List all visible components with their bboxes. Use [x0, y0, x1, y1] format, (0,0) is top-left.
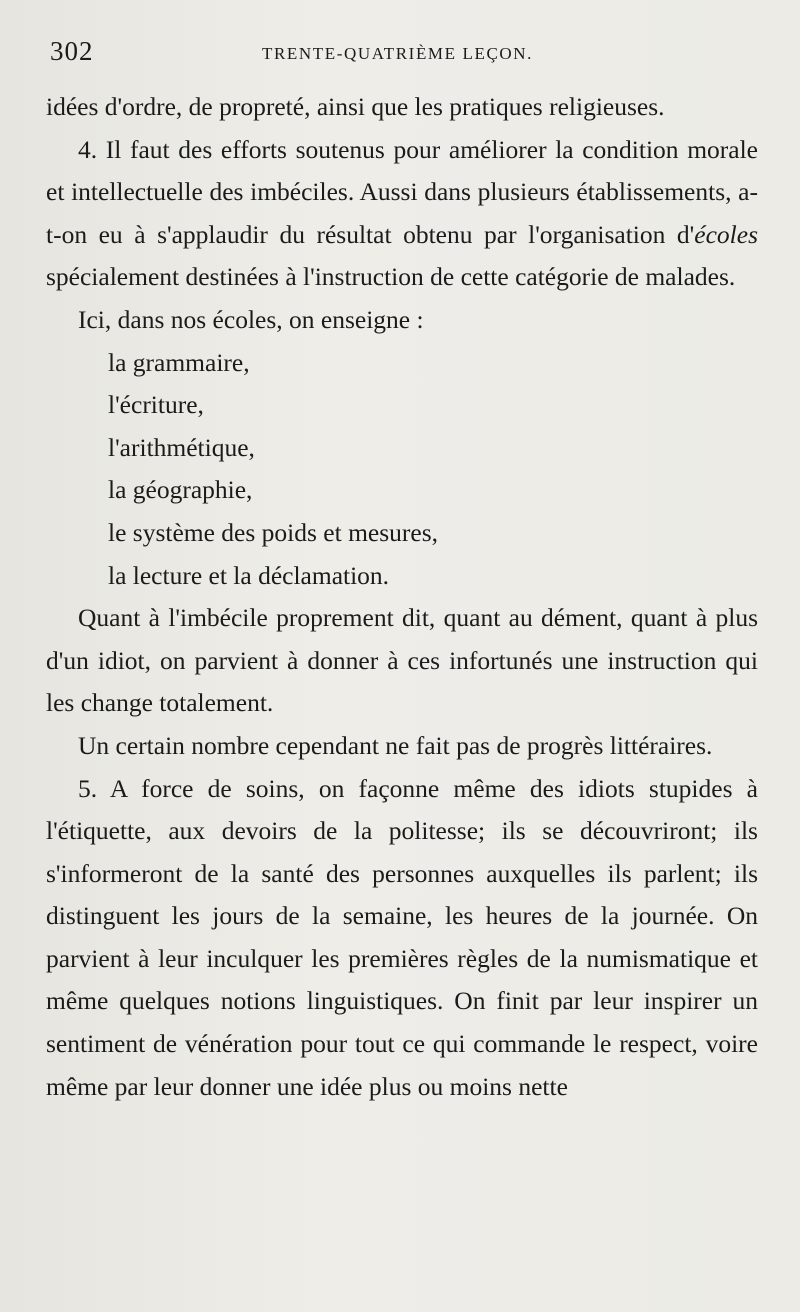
paragraph-imbecile: Quant à l'imbécile proprement dit, quant au dément, quant à plus d'un idiot, on parvient à donner à ces infortunés une instruction qui les change totalement.: [46, 603, 758, 718]
list-intro: Ici, dans nos écoles, on enseigne :: [78, 304, 424, 334]
list-item: la lecture et la déclamation.: [108, 560, 390, 590]
emphasis-ecoles: écoles: [694, 219, 758, 249]
subjects-list: [46, 342, 758, 598]
paragraph-continuation: idées d'ordre, de propreté, ainsi que les pratiques religieuses.: [46, 92, 665, 121]
page-body: [46, 86, 758, 1108]
list-item: la géographie,: [108, 475, 253, 505]
list-item: l'écriture,: [108, 390, 204, 420]
paragraph-4-text-end: spécialement destinées à l'instruction de cette catégorie de malades.: [46, 262, 736, 292]
list-item: la grammaire,: [108, 347, 250, 377]
running-title: TRENTE-QUATRIÈME LEÇON.: [262, 44, 533, 63]
paragraph-4-text: 4. Il faut des efforts soutenus pour améliorer la condition morale et intellectuelle des imbéciles. Aussi dans plusieurs établissements, a-t-on eu à s'applaudir du résultat obtenu par l'organisation d': [46, 134, 758, 249]
list-item: l'arithmétique,: [108, 432, 255, 462]
paragraph-4: [46, 129, 758, 299]
list-item: le système des poids et mesures,: [108, 517, 439, 547]
page-header: [50, 36, 748, 70]
page-number: 302: [50, 36, 94, 66]
paragraph-5: 5. A force de soins, on façonne même des idiots stupides à l'étiquette, aux devoirs de la politesse; ils se découvriront; ils s'informeront de la santé des personnes auxquelles ils parlent; ils distinguent les jours de la semaine, les heures de la journée. On parvient à leur inculquer les premières règles de la numismatique et même quelques notions linguistiques. On finit par leur inspirer un sentiment de vénération pour tout ce qui commande le respect, voire même par leur donner une idée plus ou moins nette: [46, 773, 758, 1101]
paragraph-progres: Un certain nombre cependant ne fait pas de progrès littéraires.: [78, 730, 713, 760]
